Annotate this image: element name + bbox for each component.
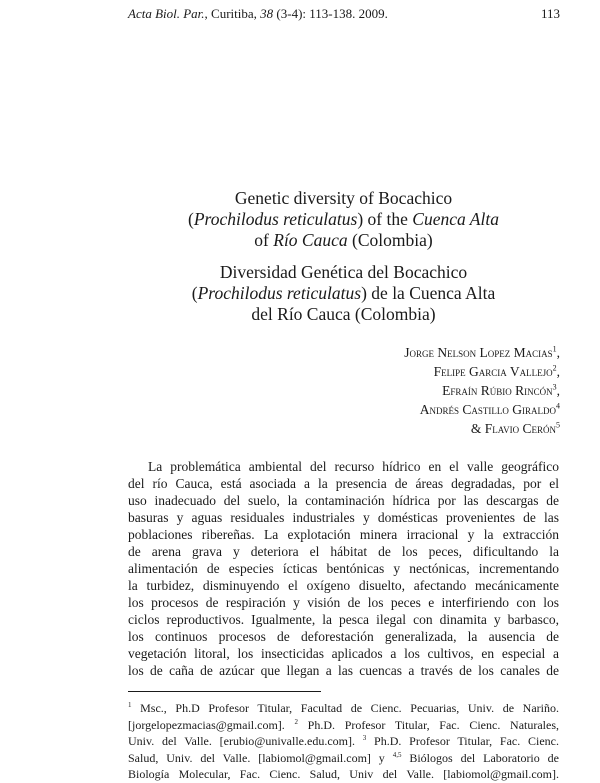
abstract-line: de arena grava y deteriora el hábitat de los peces, dificultando la [128,544,559,559]
species-name: Prochilodus reticulatus [193,209,358,229]
journal-volume: 38 [260,6,274,21]
footnote-line-5: Biología Molecular, Fac. Cienc. Salud, Univ del Valle. [labiomol@gmail.com]. [128,767,559,781]
species-name-es: Prochilodus reticulatus [197,283,362,303]
abstract-line: basuras y aguas residuales industriales y domésticas provenientes de las [128,510,559,525]
journal-place: , Curitiba, [204,6,261,21]
abstract-line: vegetación litoral, los insecticidas aplicados a los cultivos, en especial a [128,646,559,661]
footnote-line-3: Univ. del Valle. [erubio@univalle.edu.com]. $^3$ Ph.D. Profesor Titular, Fac. Cienc. [128,734,559,748]
abstract-line: los continuos procesos de deforestación generalizada, la ausencia de [128,629,559,644]
author-5: & Flavio Cerón$^5$ [470,420,560,436]
page-number: 113 [540,6,560,21]
title-en-line-2: (Prochilodus reticulatus) of the Cuenca Alta [188,209,499,229]
abstract-line: La problemática ambiental del recurso hídrico en el valle geográfico [148,459,559,474]
author-2: Felipe Garcia Vallejo$^2$, [433,363,560,379]
journal-citation [128,6,388,22]
footnote-line-1: $^1$ Msc., Ph.D Profesor Titular, Facultad de Cienc. Pecuarias, Univ. de Nariño. [128,701,559,715]
title-es-line-2: (Prochilodus reticulatus) de la Cuenca Alta [191,283,496,303]
abstract-line: alimentación de especies ícticas bentónicas y nectónicas, incrementando [128,561,559,576]
abstract-line: ciclos reproductivos. Igualmente, la pesca ilegal con dinamita y barbasco, [128,612,559,627]
author-1: Jorge Nelson Lopez Macias$^1$, [404,344,560,360]
running-header [128,6,560,24]
title-english [128,188,559,251]
author-4: Andrés Castillo Giraldo$^4$ [419,401,560,417]
journal-issue: (3-4): 113-138. 2009. [273,6,388,21]
region-name: Cuenca Alta [412,209,499,229]
journal-name: Acta Biol. Par. [128,6,205,21]
footnote-line-2: [jorgelopezmacias@gmail.com]. $^2$ Ph.D. Profesor Titular, Fac. Cienc. Naturales, [128,717,560,732]
footnote-divider [128,691,321,692]
footnotes [128,700,559,783]
abstract-line: uso inadecuado del suelo, la contaminación hídrica por las descargas de [128,493,559,508]
abstract-line: la turbidez, disminuyendo el oxígeno disuelto, afectando mecánicamente [128,578,559,593]
author-list [260,343,560,438]
title-en-line-1: Genetic diversity of Bocachico [234,188,453,208]
title-en-line-3: of Río Cauca (Colombia) [254,230,433,250]
author-3: Efraín Rúbio Rincón$^3$, [442,382,560,398]
river-name: Río Cauca [273,230,348,250]
abstract-paragraph [128,458,559,679]
title-spanish [128,262,559,325]
footnote-line-4: Salud, Univ. del Valle. [labiomol@gmail.com] y $^{4,5}$ Biólogos del Laboratorio de [128,750,559,765]
abstract-line: del río Cauca, está asociada a la presencia de áreas degradadas, por el [128,476,559,491]
abstract-line: poblaciones ribereñas. La explotación minera irracional y la extracción [128,527,559,542]
abstract-line: los de caña de azúcar que llegan a las cuencas a través de los canales de [128,663,559,678]
title-es-line-3: del Río Cauca (Colombia) [251,304,436,324]
title-es-line-1: Diversidad Genética del Bocachico [219,262,468,282]
abstract-line: los procesos de respiración y visión de los peces e interfiriendo con los [128,595,559,610]
